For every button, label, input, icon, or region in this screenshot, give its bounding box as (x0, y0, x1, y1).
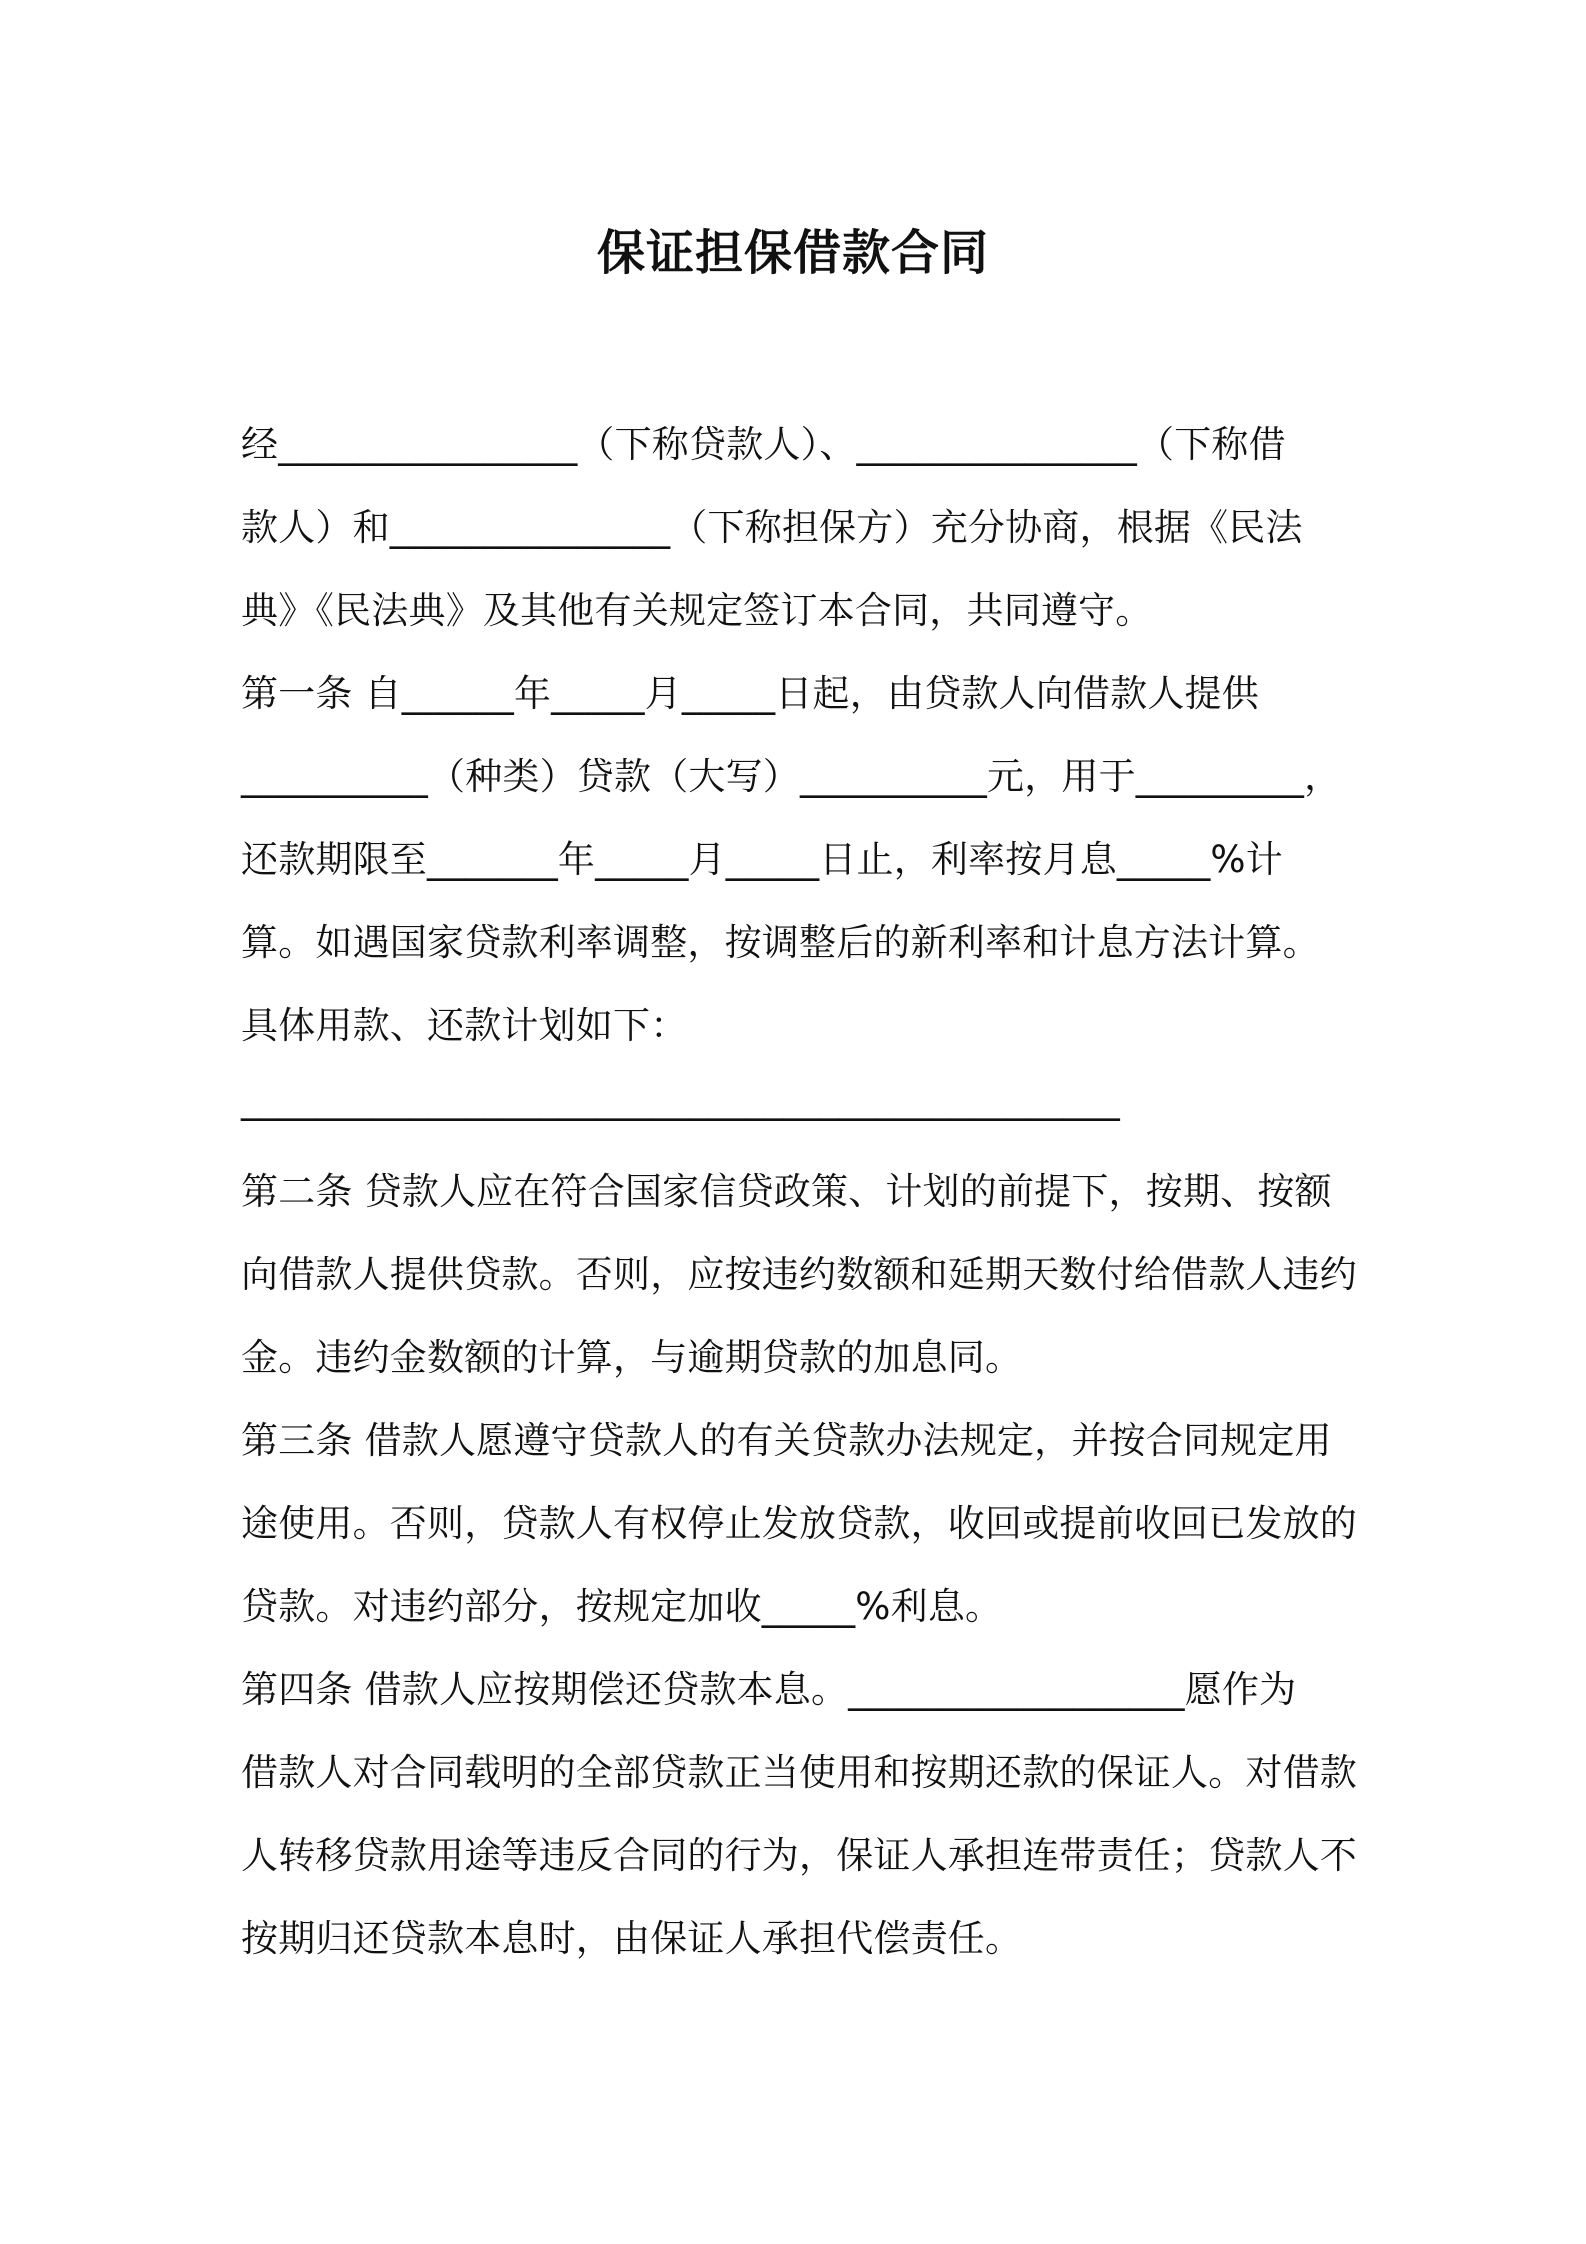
text-line: 贷款。对违约部分，按规定加收_____%利息。 (241, 1585, 1003, 1628)
text-line: _______________________________________________ (241, 1078, 1120, 1121)
text-line: 按期归还贷款本息时，由保证人承担代偿责任。 (241, 1917, 1023, 1960)
text-line: 人转移贷款用途等违反合同的行为，保证人承担连带责任；贷款人不 (241, 1834, 1357, 1877)
text-line: 款人）和_______________（下称担保方）充分协商，根据《民法 (241, 506, 1303, 549)
text-line: 还款期限至_______年_____月_____日止，利率按月息_____%计 (241, 838, 1283, 881)
text-line: 算。如遇国家贷款利率调整，按调整后的新利率和计息方法计算。 (241, 921, 1320, 964)
text-line: 途使用。否则，贷款人有权停止发放贷款，收回或提前收回已发放的 (241, 1502, 1357, 1545)
document-title: 保证担保借款合同 (596, 225, 989, 281)
text-line: 经________________（下称贷款人）、_______________（下称借 (241, 423, 1286, 466)
text-line: 向借款人提供贷款。否则，应按违约数额和延期天数付给借款人违约 (241, 1253, 1357, 1296)
text-line: __________（种类）贷款（大写）__________元，用于_________， (241, 755, 1342, 798)
text-line: 具体用款、还款计划如下： (241, 1004, 688, 1047)
text-line: 借款人对合同载明的全部贷款正当使用和按期还款的保证人。对借款 (241, 1751, 1357, 1794)
text-line: 典》《民法典》及其他有关规定签订本合同，共同遵守。 (241, 589, 1153, 632)
text-line: 第三条 借款人愿遵守贷款人的有关贷款办法规定，并按合同规定用 (241, 1419, 1332, 1462)
text-line: 第四条 借款人应按期偿还贷款本息。__________________愿作为 (241, 1668, 1297, 1711)
text-line: 第一条 自______年_____月_____日起，由贷款人向借款人提供 (241, 672, 1259, 715)
text-line: 第二条 贷款人应在符合国家信贷政策、计划的前提下，按期、按额 (241, 1170, 1332, 1213)
text-line: 金。违约金数额的计算，与逾期贷款的加息同。 (241, 1336, 1023, 1379)
